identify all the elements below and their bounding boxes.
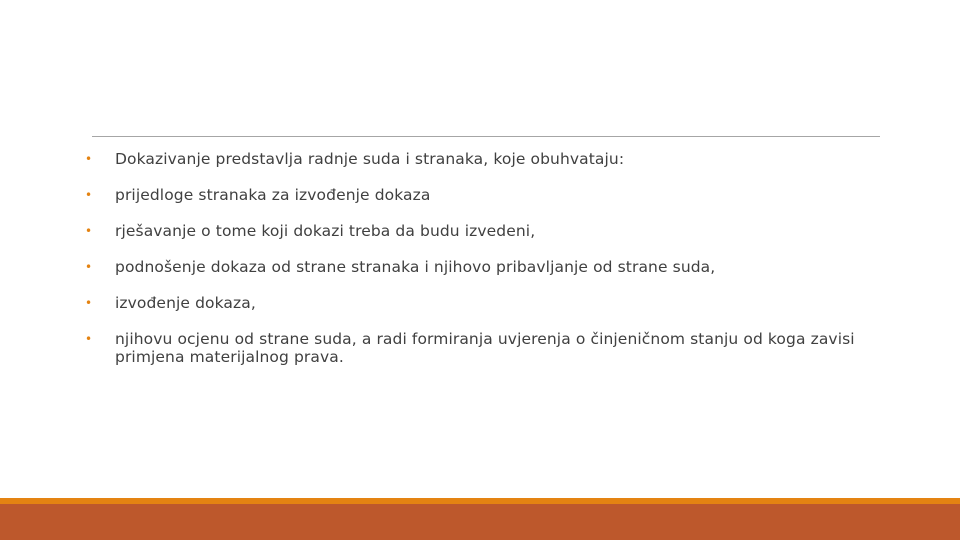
bullet-icon: • (85, 188, 93, 202)
list-item (85, 150, 885, 168)
bullet-icon: • (85, 296, 93, 310)
bullet-icon: • (85, 260, 93, 274)
bullet-text: njihovu ocjenu od strane suda, a radi formiranja uvjerenja o činjeničnom stanju od koga zavisi primjena materijalnog prava. (115, 330, 855, 366)
bullet-icon: • (85, 224, 93, 238)
list-item (85, 222, 885, 240)
bullet-text: rješavanje o tome koji dokazi treba da budu izvedeni, (115, 222, 536, 240)
footer-band (0, 504, 960, 540)
bullet-icon: • (85, 152, 93, 166)
list-item (85, 186, 885, 204)
list-item (85, 294, 885, 312)
bullet-icon: • (85, 332, 93, 346)
bullet-text: podnošenje dokaza od strane stranaka i njihovo pribavljanje od strane suda, (115, 258, 716, 276)
list-item (85, 330, 885, 366)
list-item (85, 258, 885, 276)
title-divider (92, 136, 880, 137)
bullet-list (85, 150, 885, 384)
bullet-text: izvođenje dokaza, (115, 294, 256, 312)
bullet-text: prijedloge stranaka za izvođenje dokaza (115, 186, 431, 204)
bullet-text: Dokazivanje predstavlja radnje suda i stranaka, koje obuhvataju: (115, 150, 625, 168)
